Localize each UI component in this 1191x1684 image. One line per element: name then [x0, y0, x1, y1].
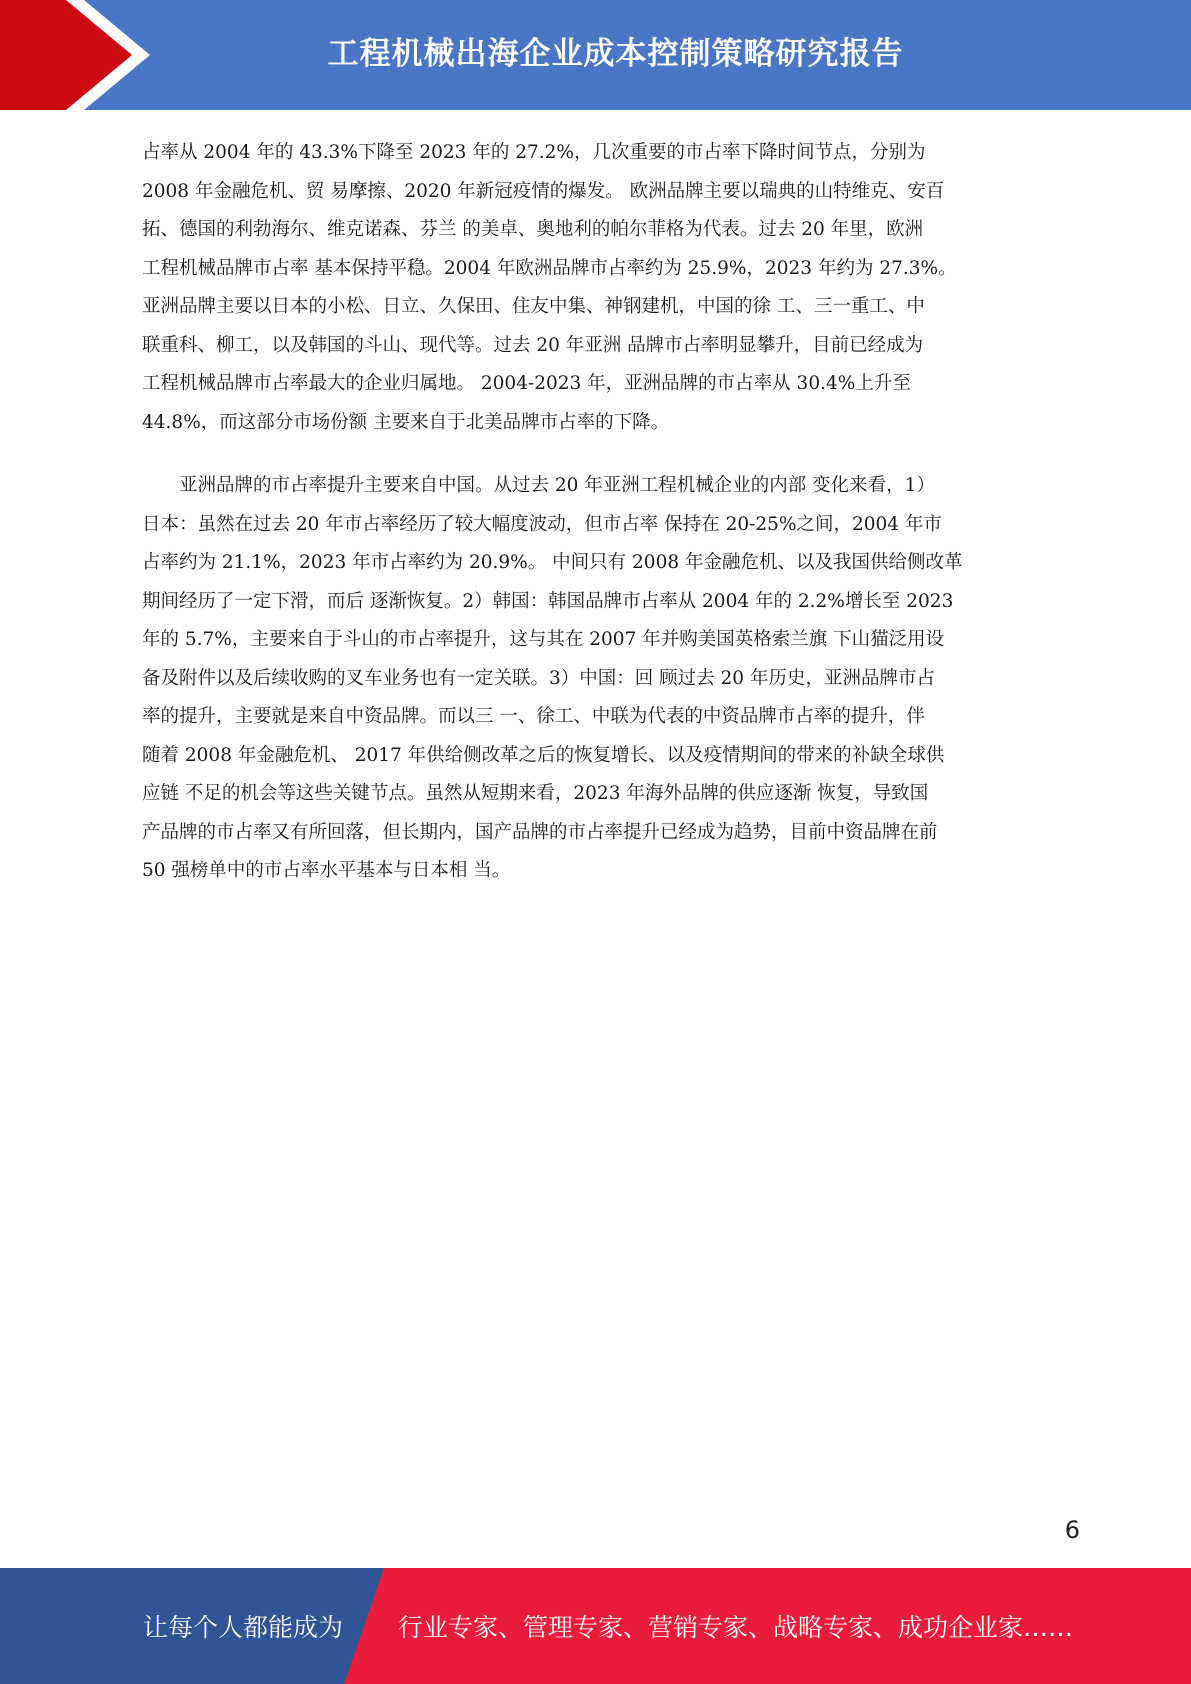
text-line: 日本：虽然在过去 20 年市占率经历了较大幅度波动，但市占率 保持在 20-25%之间，2004 年市	[142, 513, 942, 535]
text-line: 亚洲品牌主要以日本的小松、日立、久保田、住友中集、神钢建机，中国的徐 工、三一重工、中	[142, 296, 925, 317]
text-line: 年的 5.7%，主要来自于斗山的市占率提升，这与其在 2007 年并购美国英格索兰旗 下山猫泛用设	[142, 629, 945, 650]
text-line: 2008 年金融危机、贸 易摩擦、2020 年新冠疫情的爆发。 欧洲品牌主要以瑞典的山特维克、安百	[142, 180, 945, 202]
text-line: 联重科、柳工，以及韩国的斗山、现代等。过去 20 年亚洲 品牌市占率明显攀升，目前已经成为	[142, 334, 924, 356]
text-line: 应链 不足的机会等这些关键节点。虽然从短期来看，2023 年海外品牌的供应逐渐 恢复，导致国	[142, 783, 929, 804]
report-body	[142, 134, 1047, 891]
report-footer	[0, 1568, 1191, 1684]
page-number: 6	[1064, 1516, 1080, 1544]
text-line: 随着 2008 年金融危机、 2017 年供给侧改革之后的恢复增长、以及疫情期间的带来的补缺全球供	[142, 744, 945, 766]
text-line: 工程机械品牌市占率最大的企业归属地。 2004-2023 年，亚洲品牌的市占率从 30.4%上升至	[142, 373, 911, 394]
paragraph-asia-brand-growth	[142, 467, 1047, 891]
text-line: 占率约为 21.1%，2023 年市占率约为 20.9%。 中间只有 2008 年金融危机、以及我国供给侧改革	[142, 552, 963, 573]
text-line: 44.8%，而这部分市场份额 主要来自于北美品牌市占率的下降。	[142, 411, 670, 433]
red-chevron-shape	[0, 0, 150, 110]
text-line: 产品牌的市占率又有所回落，但长期内，国产品牌的市占率提升已经成为趋势，目前中资品牌在前	[142, 821, 938, 843]
report-header	[0, 0, 1191, 110]
paragraph-market-share-overview	[142, 134, 1047, 442]
footer-slogan: 让每个人都能成为	[143, 1613, 344, 1642]
footer-roles-text: 行业专家、管理专家、营销专家、战略专家、成功企业家……	[398, 1613, 1074, 1642]
text-line: 拓、德国的利勃海尔、维克诺森、芬兰 的美卓、奥地利的帕尔菲格为代表。过去 20 年里，欧洲	[142, 219, 924, 240]
text-line: 50 强榜单中的市占率水平基本与日本相 当。	[142, 860, 511, 881]
text-line: 备及附件以及后续收购的叉车业务也有一定关联。3）中国：回 顾过去 20 年历史，亚洲品牌市占	[142, 667, 935, 689]
text-line: 期间经历了一定下滑，而后 逐渐恢复。2）韩国：韩国品牌市占率从 2004 年的 2.2%增长至 2023	[142, 590, 954, 612]
text-line: 工程机械品牌市占率 基本保持平稳。2004 年欧洲品牌市占率约为 25.9%，2023 年约为 27.3%。	[142, 257, 957, 279]
text-line: 亚洲品牌的市占率提升主要来自中国。从过去 20 年亚洲工程机械企业的内部 变化来看，1）	[142, 475, 935, 496]
report-title: 工程机械出海企业成本控制策略研究报告	[327, 36, 904, 72]
text-line: 率的提升，主要就是来自中资品牌。而以三 一、徐工、中联为代表的中资品牌市占率的提升，伴	[142, 706, 925, 727]
text-line: 占率从 2004 年的 43.3%下降至 2023 年的 27.2%，几次重要的市占率下降时间节点，分别为	[142, 142, 926, 163]
